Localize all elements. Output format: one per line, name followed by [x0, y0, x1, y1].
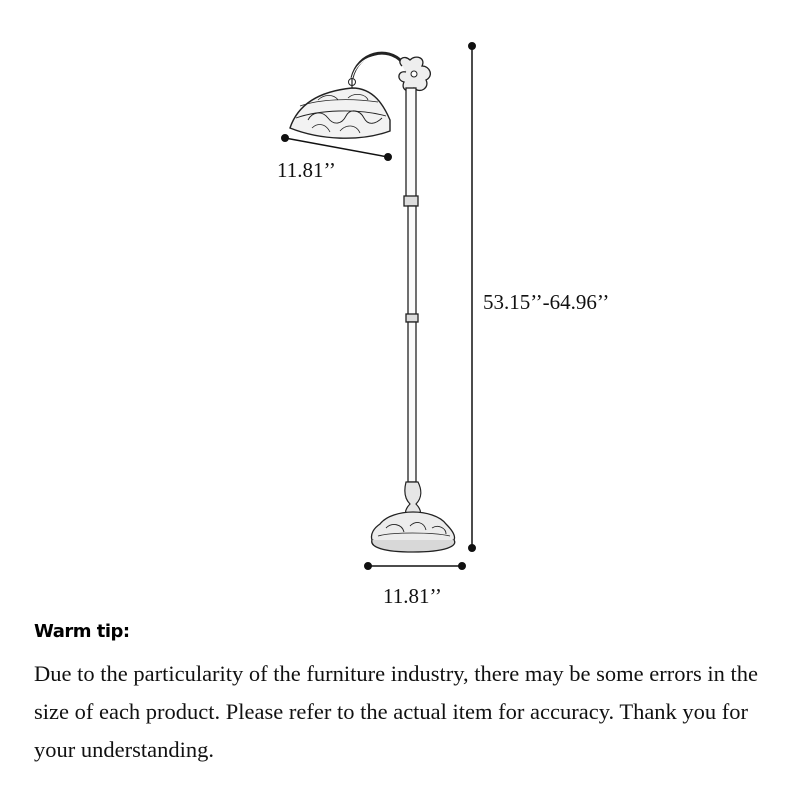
base-width-label: 11.81’’ [383, 584, 442, 608]
lamp-shade [290, 78, 390, 138]
base-width-dimension-line [365, 563, 466, 570]
height-dimension-line [469, 43, 476, 552]
lamp-arm [352, 53, 430, 91]
warm-tip-title: Warm tip: [34, 621, 130, 642]
shade-width-label: 11.81’’ [277, 158, 336, 182]
height-range-label: 53.15’’-64.96’’ [483, 290, 610, 314]
lamp-base [371, 482, 454, 552]
lamp-pole [404, 88, 418, 482]
warm-tip-body: Due to the particularity of the furniture industry, there may be some errors in the size of each product. Please refer to the actual item for accuracy. Thank you for your understanding. [34, 661, 758, 762]
